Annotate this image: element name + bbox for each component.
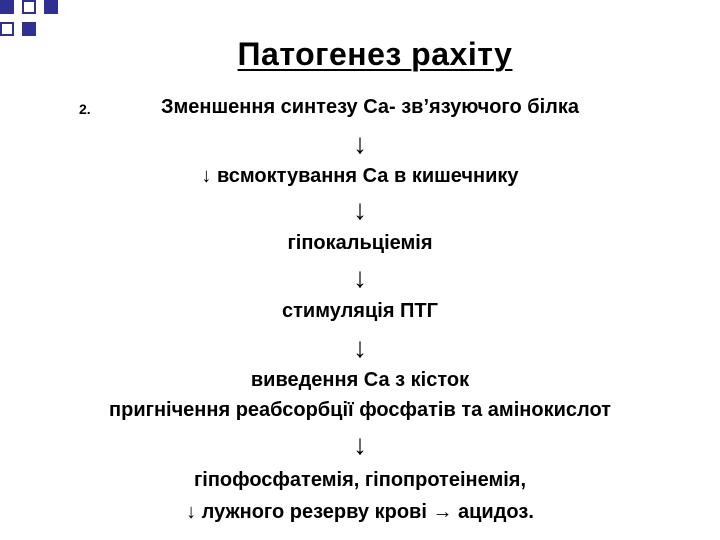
pathogenesis-step-3: гіпокальціемія <box>287 232 433 254</box>
pathogenesis-step-4: стимуляція ПТГ <box>282 300 438 322</box>
list-item-number: 2. <box>79 101 91 117</box>
down-arrow-icon: ↓ <box>353 128 367 159</box>
corner-square-filled <box>44 0 58 14</box>
corner-square-filled <box>22 22 36 36</box>
slide-title: Патогенез рахіту <box>237 36 513 72</box>
corner-square-outline <box>22 0 36 14</box>
pathogenesis-step-8: ↓ лужного резерву крові → ацидоз. <box>186 501 534 523</box>
corner-square-filled <box>0 0 14 14</box>
corner-square-outline <box>0 22 14 36</box>
down-arrow-icon: ↓ <box>353 429 367 460</box>
down-arrow-icon: ↓ <box>353 332 367 363</box>
down-arrow-icon: ↓ <box>353 194 367 225</box>
pathogenesis-step-6: пригнічення реабсорбції фосфатів та амінокислот <box>109 399 611 421</box>
pathogenesis-step-2: ↓ всмоктування Са в кишечнику <box>201 165 519 187</box>
pathogenesis-step-5: виведення Са з кісток <box>250 369 470 391</box>
down-arrow-icon: ↓ <box>353 262 367 293</box>
pathogenesis-step-1: Зменшення синтезу Са- зв’язуючого білка <box>160 96 580 118</box>
pathogenesis-step-7: гіпофосфатемія, гіпопротеінемія, <box>193 469 527 491</box>
